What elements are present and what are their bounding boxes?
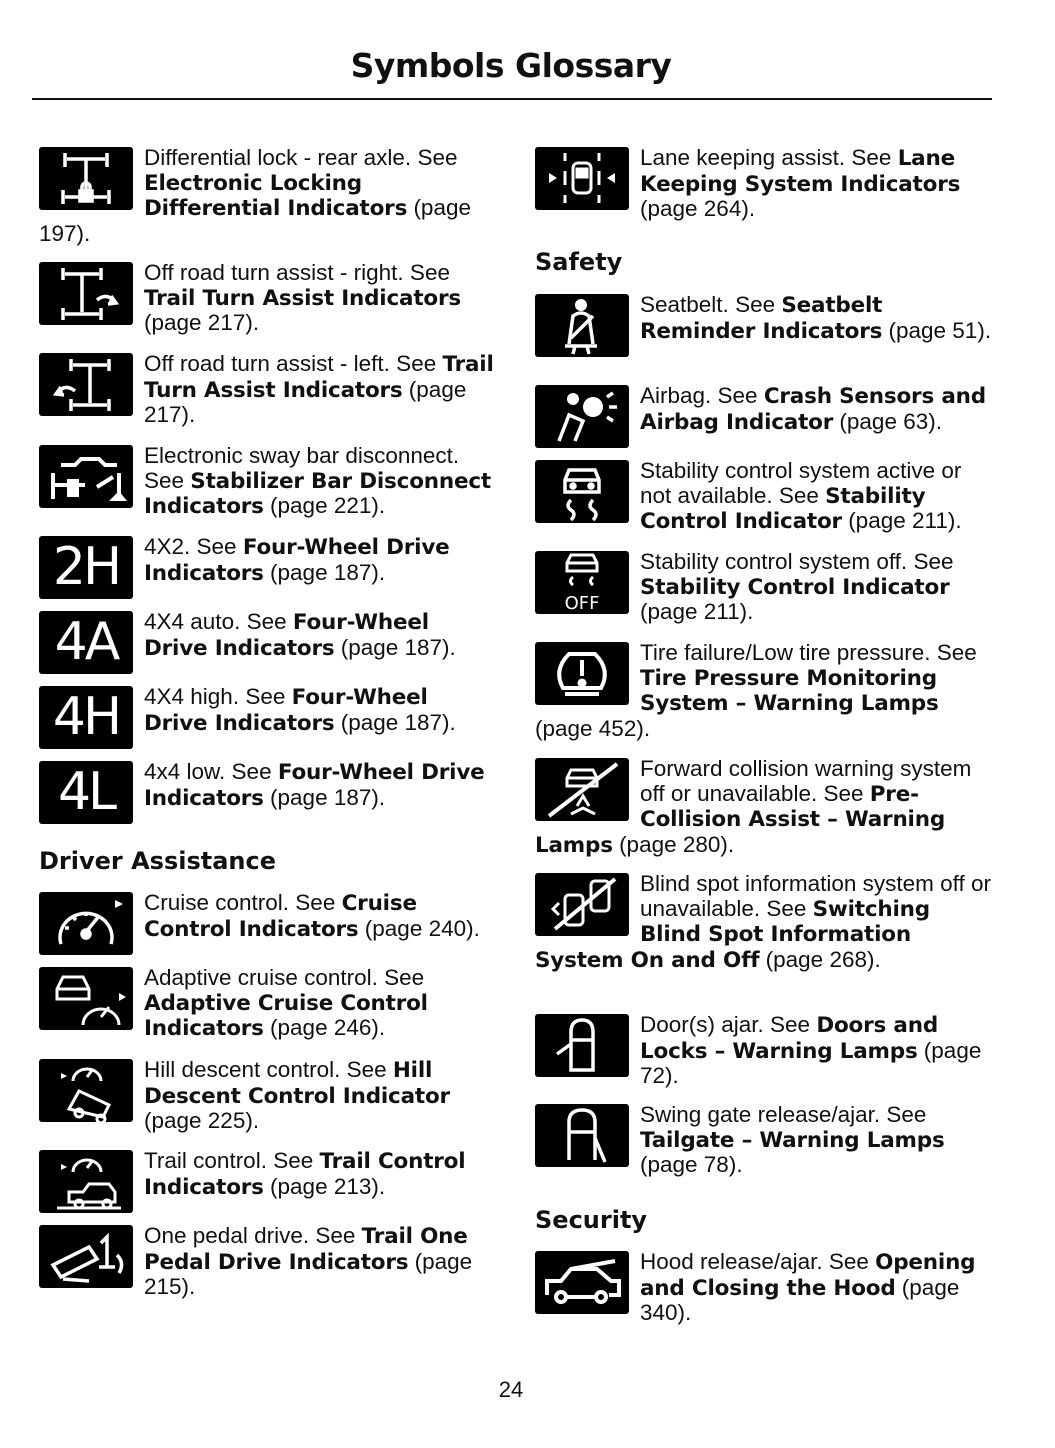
entry-swing-gate: Swing gate release/ajar. See Tailgate – Warning Lamps (page 78).: [535, 1103, 993, 1178]
seatbelt-icon: [535, 294, 629, 357]
section-driver-assistance: Driver Assistance: [39, 847, 277, 875]
entry-tire-pressure: Tire failure/Low tire pressure. See Tire Pressure Monitoring System – Warning Lamps (page 452).: [535, 640, 977, 741]
airbag-icon: [535, 385, 629, 448]
section-security: Security: [535, 1206, 648, 1234]
entry-door-ajar: Door(s) ajar. See Doors and Locks – Warning Lamps (page 72).: [535, 1013, 993, 1089]
entry-lane-keeping-assist: Lane keeping assist. See Lane Keeping System Indicators (page 264).: [535, 146, 993, 222]
hood-ajar-icon: [535, 1251, 629, 1314]
page-title: Symbols Glossary: [350, 46, 672, 85]
entry-4x4-high: 4H 4X4 high. See Four-Wheel Drive Indicators (page 187).: [39, 685, 497, 751]
turn-assist-left-icon: [39, 353, 133, 416]
one-pedal-drive-icon: [39, 1225, 133, 1288]
entry-stability-control-active: Stability control system active or not available. See Stability Control Indicator (page 211).: [535, 459, 993, 535]
collision-warning-off-icon: [535, 758, 629, 821]
entry-blind-spot: Blind spot information system off or unavailable. See Switching Blind Spot Information System On and Off (page 268).: [535, 871, 991, 973]
entry-cruise-control: Cruise control. See Cruise Control Indicators (page 240).: [39, 891, 497, 957]
adaptive-cruise-icon: [39, 967, 133, 1030]
entry-seatbelt: Seatbelt. See Seatbelt Reminder Indicators (page 51).: [535, 293, 993, 359]
entry-hood-release: Hood release/ajar. See Opening and Closing the Hood (page 340).: [535, 1250, 993, 1326]
entry-adaptive-cruise-control: Adaptive cruise control. See Adaptive Cruise Control Indicators (page 246).: [39, 966, 497, 1042]
entry-stability-control-off: OFF Stability control system off. See Stability Control Indicator (page 211).: [535, 550, 993, 625]
entry-hill-descent-control: Hill descent control. See Hill Descent Control Indicator (page 225).: [39, 1058, 497, 1134]
stability-control-off-icon: [535, 551, 629, 614]
page-number: 24: [498, 1377, 524, 1402]
entry-one-pedal-drive: One pedal drive. See Trail One Pedal Drive Indicators (page 215).: [39, 1224, 497, 1300]
entry-differential-lock: Differential lock - rear axle. See Electronic Locking Differential Indicators (page 197).: [39, 145, 471, 246]
hill-descent-icon: [39, 1059, 133, 1122]
blind-spot-off-icon: [535, 873, 629, 936]
entry-4x4-auto: 4A 4X4 auto. See Four-Wheel Drive Indicators (page 187).: [39, 610, 497, 676]
stability-control-icon: [535, 460, 629, 523]
four-a-icon: 4A: [39, 611, 133, 674]
entry-4x4-low: 4L 4x4 low. See Four-Wheel Drive Indicators (page 187).: [39, 760, 497, 826]
cruise-control-icon: [39, 892, 133, 955]
four-l-icon: 4L: [39, 761, 133, 824]
title-rule: [32, 98, 992, 100]
tire-pressure-icon: [535, 642, 629, 705]
sway-bar-disconnect-icon: [39, 445, 133, 508]
four-h-icon: 4H: [39, 686, 133, 749]
lane-keeping-icon: [535, 147, 629, 210]
svg-text:OFF: OFF: [564, 593, 600, 614]
swing-gate-icon: [535, 1104, 629, 1167]
entry-airbag: Airbag. See Crash Sensors and Airbag Indicator (page 63).: [535, 384, 993, 450]
entry-collision-warning: Forward collision warning system off or unavailable. See Pre-Collision Assist – Warning Lamps (page 280).: [535, 756, 972, 858]
entry-sway-bar-disconnect: Electronic sway bar disconnect. See Stabilizer Bar Disconnect Indicators (page 221).: [39, 444, 497, 520]
turn-assist-right-icon: [39, 262, 133, 325]
door-ajar-icon: [535, 1014, 629, 1077]
two-h-icon: 2H: [39, 536, 133, 599]
entry-trail-control: Trail control. See Trail Control Indicators (page 213).: [39, 1149, 497, 1215]
differential-lock-icon: [39, 147, 133, 210]
entry-4x2: 2H 4X2. See Four-Wheel Drive Indicators (page 187).: [39, 535, 497, 601]
entry-turn-assist-left: Off road turn assist - left. See Trail Turn Assist Indicators (page 217).: [39, 352, 497, 428]
section-safety: Safety: [535, 248, 623, 276]
trail-control-icon: [39, 1150, 133, 1213]
entry-turn-assist-right: Off road turn assist - right. See Trail Turn Assist Indicators (page 217).: [39, 261, 497, 336]
